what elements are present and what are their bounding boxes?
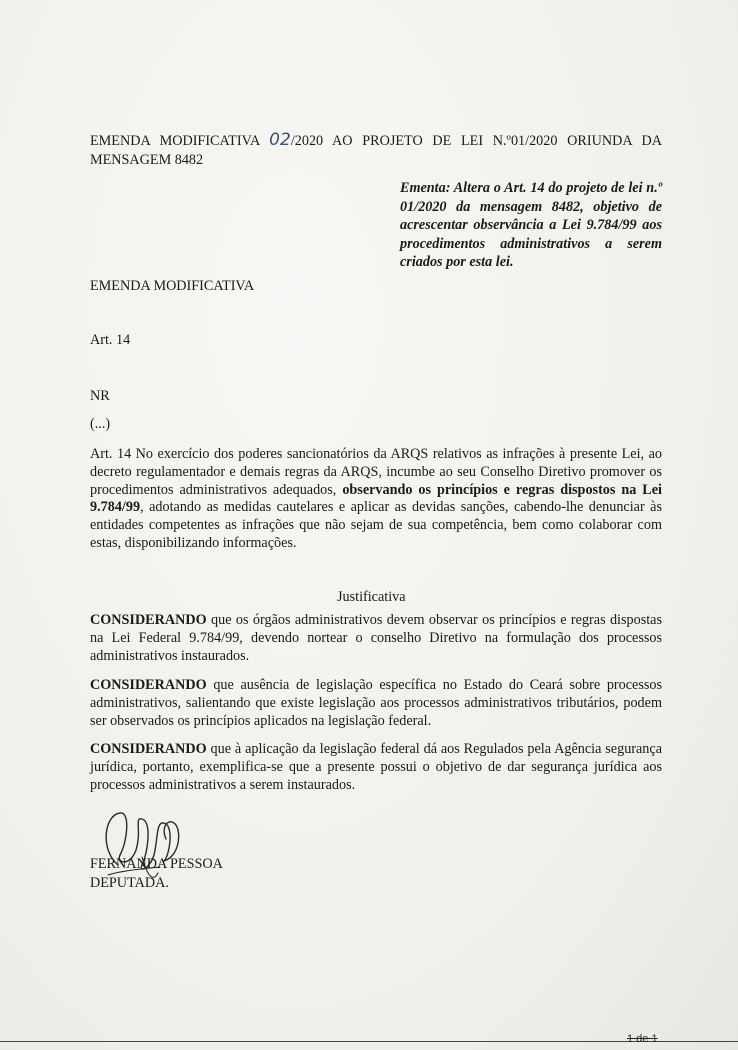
nr-label: NR	[90, 388, 110, 404]
considerando-3	[90, 741, 662, 794]
handwritten-number: 02	[269, 130, 291, 150]
document-title	[90, 131, 662, 170]
article-ref: Art. 14	[90, 332, 131, 348]
considerando-2	[90, 677, 662, 730]
considerando-text: que os órgãos administrativos devem observar os princípios e regras dispostas na Lei Federal 9.784/99, devendo nortear o conselho Diretivo na formulação dos processos administrativos instaurados.	[90, 612, 662, 664]
article-text-part1: Art. 14 No exercício dos poderes sancionatórios da ARQS relativos as infrações à presente Lei, ao decreto regulamentador e demais regras da ARQS, incumbe ao seu Conselho Diretivo promover os procedimentos administrativos adequados,	[90, 446, 662, 498]
considerando-text: que à aplicação da legislação federal dá aos Regulados pela Agência segurança jurídica, portanto, exemplifica-se que a presente possui o objetivo de dar segurança jurídica aos processos administrativos a serem instaurados.	[90, 741, 662, 793]
title-part2: /2020 AO PROJETO DE LEI N.º01/2020 ORIUNDA DA MENSAGEM 8482	[90, 133, 662, 168]
considerando-text: que ausência de legislação específica no Estado do Ceará sobre processos administrativos, salientando que existe legislação aos processos administrativos tributários, podem ser observados os princípios aplicados na legislação federal.	[90, 677, 662, 729]
considerando-1	[90, 612, 662, 665]
article-text-part2: , adotando as medidas cautelares e aplicar as devidas sanções, cabendo-lhe denunciar às entidades competentes as infrações que não sejam de sua competência, bem como colaborar com estas, disponibilizando informações.	[90, 499, 662, 551]
ementa-text: Ementa: Altera o Art. 14 do projeto de lei n.º 01/2020 da mensagem 8482, objetivo de acrescentar observância a Lei 9.784/99 aos procedimentos administrativos a serem criados por esta lei.	[400, 180, 662, 270]
considerando-keyword: CONSIDERANDO	[90, 612, 207, 628]
article-text-bold: observando os princípios e regras dispostos na Lei 9.784/99	[90, 481, 663, 516]
considerando-keyword: CONSIDERANDO	[90, 677, 207, 693]
signer-block	[90, 855, 223, 893]
considerando-keyword: CONSIDERANDO	[90, 741, 207, 757]
title-part1: EMENDA MODIFICATIVA	[90, 133, 260, 149]
section-label: EMENDA MODIFICATIVA	[90, 278, 255, 294]
signer-role: DEPUTADA.	[90, 875, 169, 891]
page-number: 1 de 1	[627, 1033, 658, 1045]
ellipsis: (...)	[90, 416, 111, 432]
signer-name: FERNANDA PESSOA	[90, 856, 223, 872]
article-text	[90, 446, 662, 553]
justification-heading: Justificativa	[337, 589, 406, 605]
